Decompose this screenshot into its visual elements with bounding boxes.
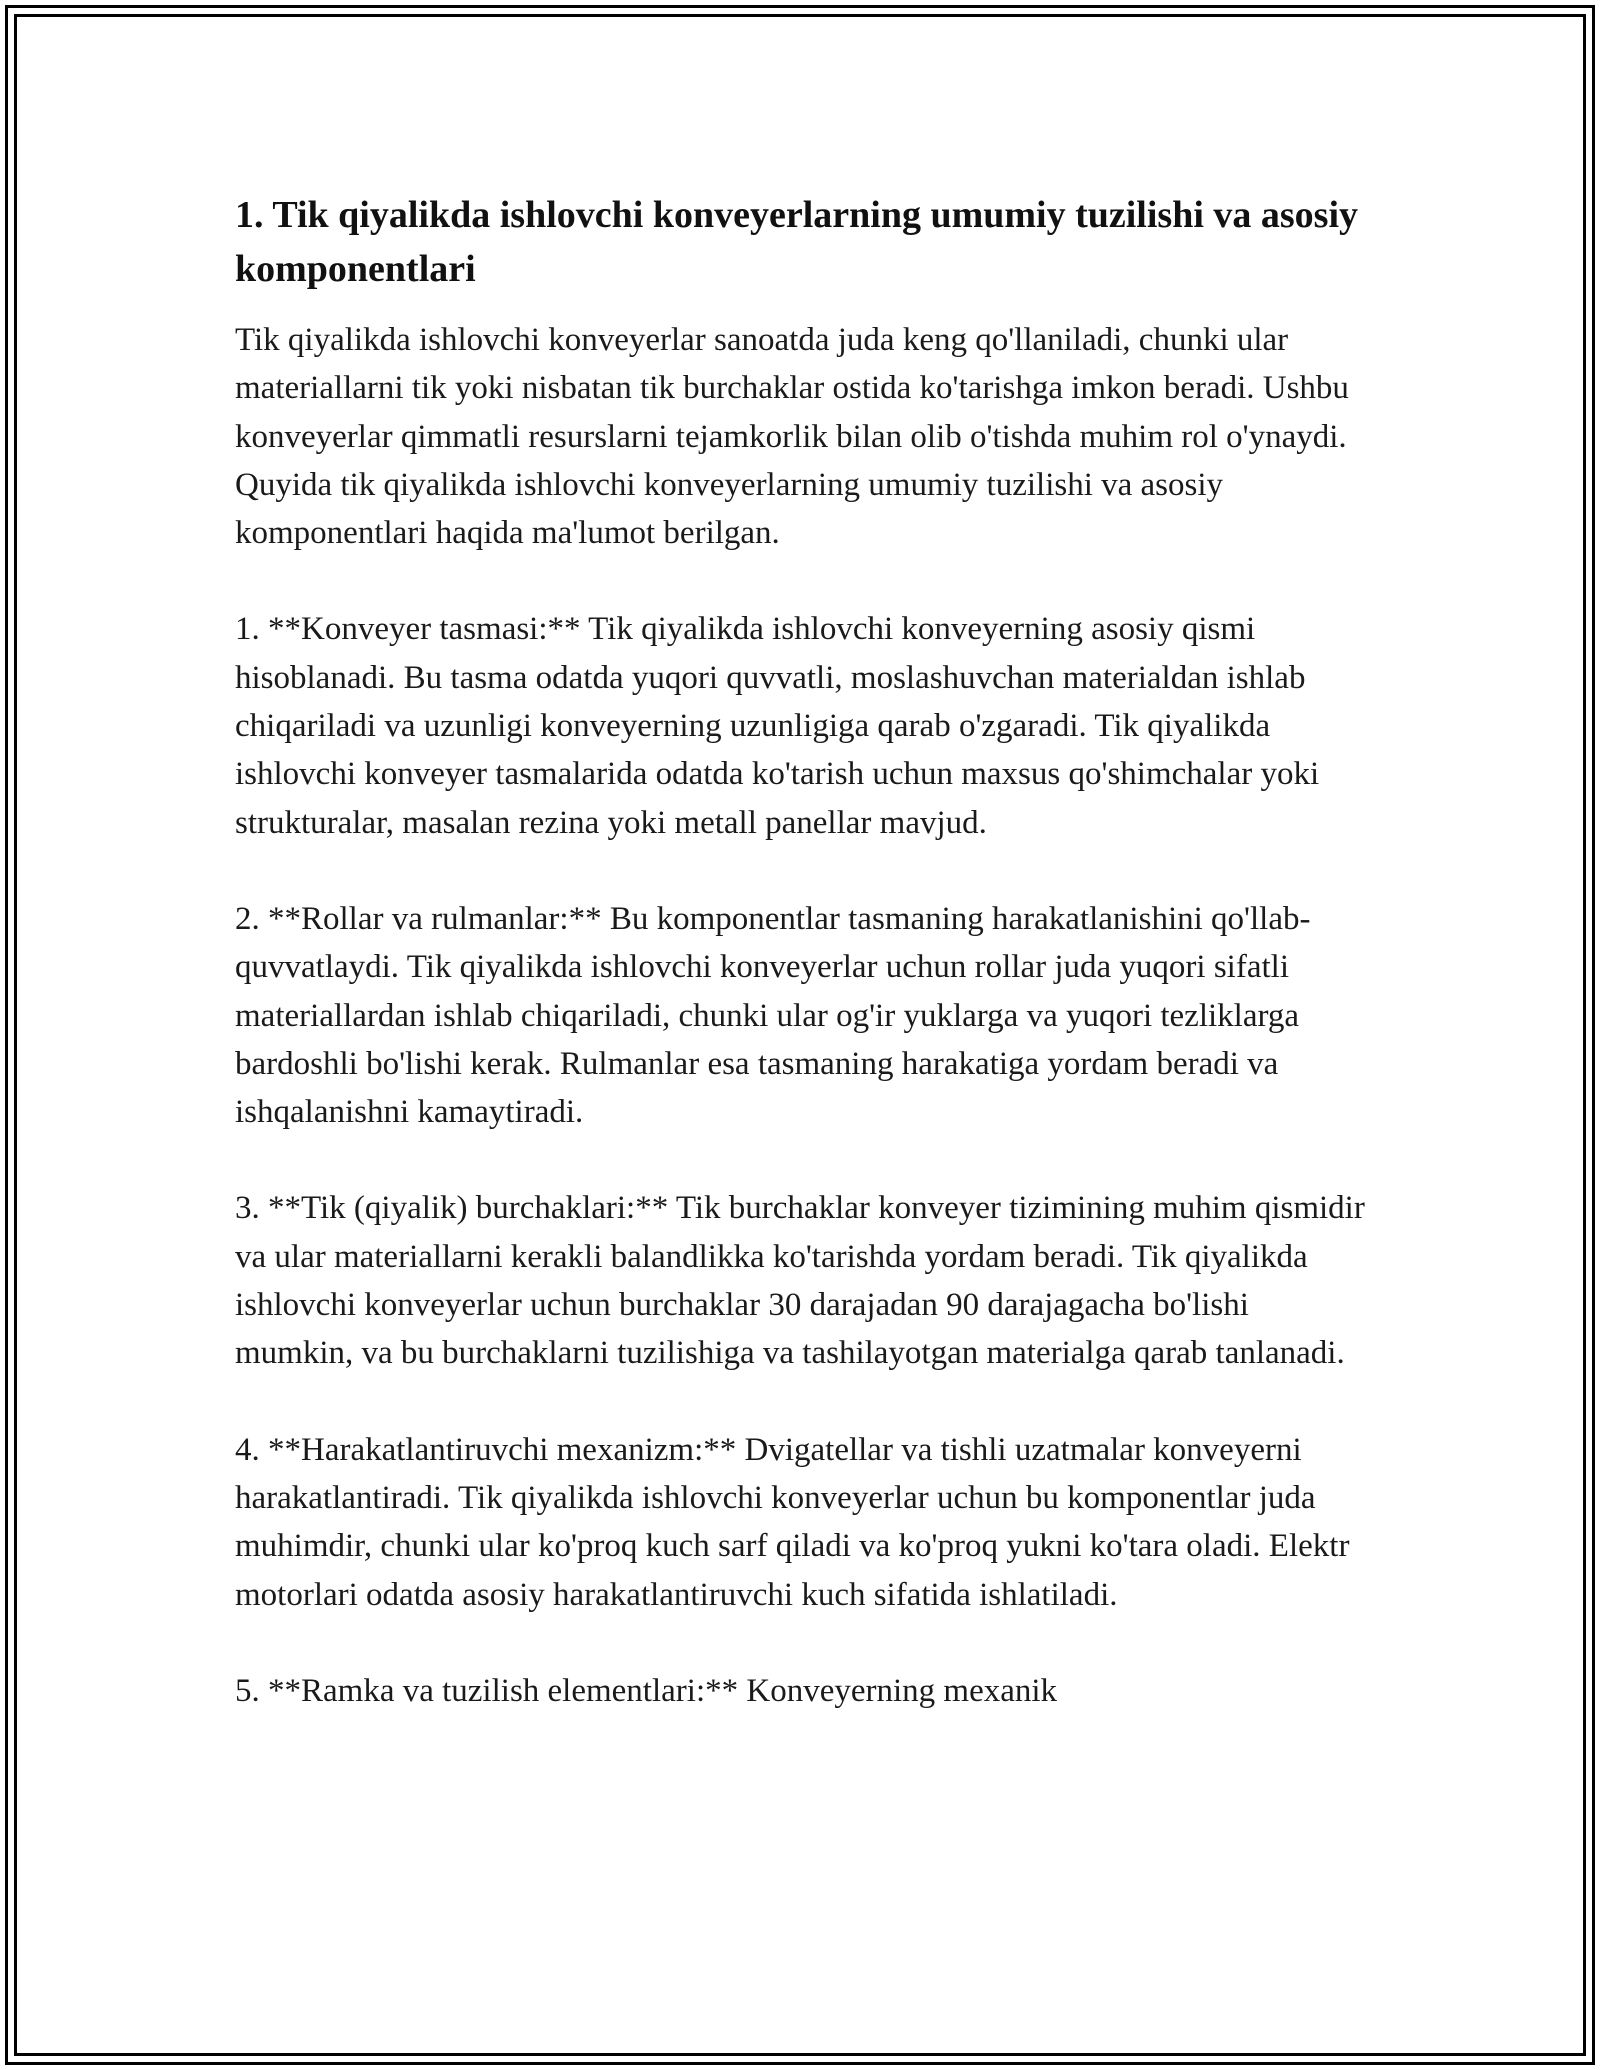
list-item-rollers-bearings: 2. **Rollar va rulmanlar:** Bu komponentlar tasmaning harakatlanishini qo'llab-quvvatlaydi. Tik qiyalikda ishlovchi konveyerlar uchun rollar juda yuqori sifatli materiallardan ishlab chiqariladi, chunki ular og'ir yuklarga va yuqori tezliklarga bardoshli bo'lishi kerak. Rulmanlar esa tasmaning harakatiga yordam beradi va ishqalanishni kamaytiradi. [235,900,1311,1131]
list-item-drive-mechanism: 4. **Harakatlantiruvchi mexanizm:** Dvigatellar va tishli uzatmalar konveyerni harakatlantiradi. Tik qiyalikda ishlovchi konveyerlar uchun bu komponentlar juda muhimdir, chunki ular ko'proq kuch sarf qiladi va ko'proq yukni ko'tara oladi. Elektr motorlari odatda asosiy harakatlantiruvchi kuch sifatida ishlatiladi. [235,1431,1350,1613]
intro-paragraph: Tik qiyalikda ishlovchi konveyerlar sanoatda juda keng qo'llaniladi, chunki ular materiallarni tik yoki nisbatan tik burchaklar ostida ko'tarishga imkon beradi. Ushbu konveyerlar qimmatli resurslarni tejamkorlik bilan olib o'tishda muhim rol o'ynaydi. Quyida tik qiyalikda ishlovchi konveyerlarning umumiy tuzilishi va asosiy komponentlari haqida ma'lumot berilgan. [235,322,1349,552]
list-item-frame-elements: 5. **Ramka va tuzilish elementlari:** Konveyerning mexanik [235,1672,1058,1709]
document-body [235,188,1375,1763]
list-item-incline-angles: 3. **Tik (qiyalik) burchaklari:** Tik burchaklar konveyer tizimining muhim qismidir va ular materiallarni kerakli balandlikka ko'tarishda yordam beradi. Tik qiyalikda ishlovchi konveyerlar uchun burchaklar 30 darajadan 90 darajagacha bo'lishi mumkin, va bu burchaklarni tuzilishiga va tashilayotgan materialga qarab tanlanadi. [235,1190,1365,1372]
list-item-conveyor-belt: 1. **Konveyer tasmasi:** Tik qiyalikda ishlovchi konveyerning asosiy qismi hisoblanadi. Bu tasma odatda yuqori quvvatli, moslashuvchan materialdan ishlab chiqariladi va uzunligi konveyerning uzunligiga qarab o'zgaradi. Tik qiyalikda ishlovchi konveyer tasmalarida odatda ko'tarish uchun maxsus qo'shimchalar yoki strukturalar, masalan rezina yoki metall panellar mavjud. [235,611,1320,841]
document-heading: 1. Tik qiyalikda ishlovchi konveyerlarning umumiy tuzilishi va asosiy komponentlari [235,194,1359,290]
